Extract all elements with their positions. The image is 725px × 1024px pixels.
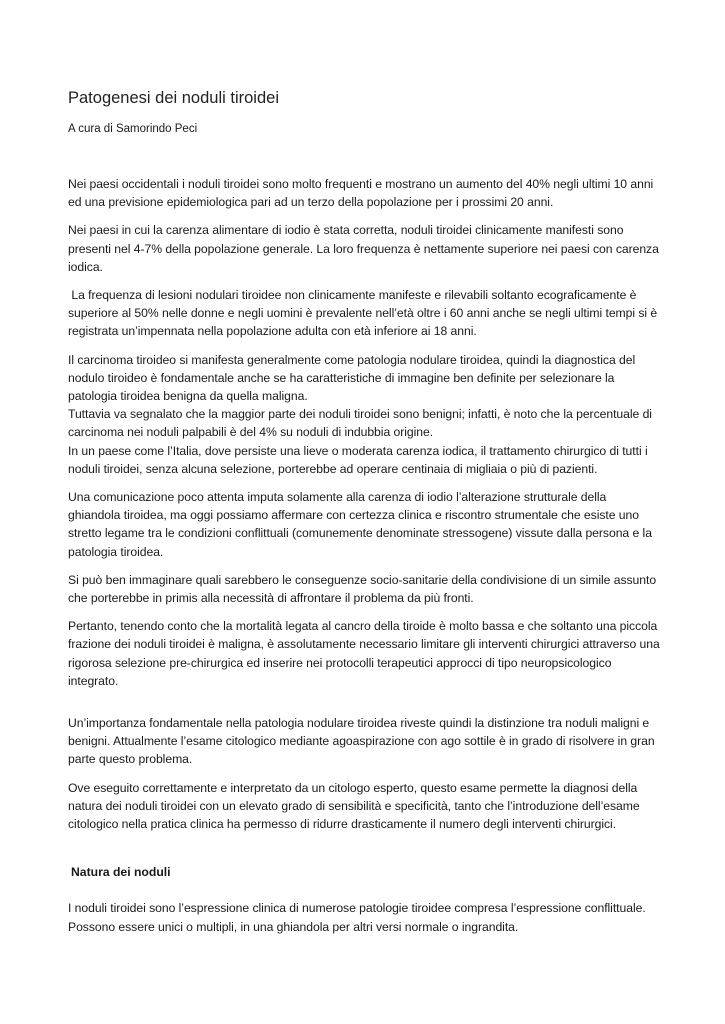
paragraph: Si può ben immaginare quali sarebbero le conseguenze socio-sanitarie della condivisione di un simile assunto che porterebbe in primis alla necessità di affrontare il problema da più fronti. (68, 572, 657, 606)
document-content (68, 88, 660, 946)
paragraph: Pertanto, tenendo conto che la mortalità legata al cancro della tiroide è molto bassa e che soltanto una piccola frazione dei noduli tiroidei è maligna, è assolutamente necessario limitare gli interventi chirurgici attraverso una rigorosa selezione pre-chirurgica ed inserire nei protocolli terapeutici approcci di tipo neuropsicologico integrato. (68, 619, 660, 688)
paragraph: I noduli tiroidei sono l’espressione clinica di numerose patologie tiroidee compresa l’espressione conflittuale. Possono essere unici o multipli, in una ghiandola per altri versi normale o ingrandita. (68, 901, 646, 934)
paragraph: Una comunicazione poco attenta imputa solamente alla carenza di iodio l’alterazione strutturale della ghiandola tiroidea, ma oggi possiamo affermare con certezza clinica e riscontro strumentale che esiste uno stretto legame tra le condizioni conflittuali (comunemente denominate stressogene) vissute dalla persona e la patologia tiroidea. (68, 490, 652, 559)
paragraph: Un’importanza fondamentale nella patologia nodulare tiroidea riveste quindi la distinzione tra noduli maligni e benigni. Attualmente l’esame citologico mediante agoaspirazione con ago sottile è in grado di risolvere in gran parte questo problema. (68, 716, 655, 767)
paragraph: Ove eseguito correttamente e interpretato da un citologo esperto, questo esame permette la diagnosi della natura dei noduli tiroidei con un elevato grado di sensibilità e specificità, tanto che l’introduzione dell’esame citologico nella pratica clinica ha permesso di ridurre drasticamente il numero degli interventi chirurgici. (68, 780, 640, 832)
paragraph: Nei paesi occidentali i noduli tiroidei sono molto frequenti e mostrano un aumento del 40% negli ultimi 10 anni ed una previsione epidemiologica pari ad un terzo della popolazione per i prossimi 20 anni. (68, 177, 654, 210)
paragraph-line: Tuttavia va segnalato che la maggior parte dei noduli tiroidei sono benigni; infatti, è noto che la percentuale di carcinoma nei noduli palpabili è del 4% su noduli di indubbia origine. (68, 407, 652, 440)
document-author: A cura di Samorindo Peci (68, 123, 198, 135)
paragraph-line: Il carcinoma tiroideo si manifesta generalmente come patologia nodulare tiroidea, quindi la diagnostica del nodulo tiroideo è fondamentale anche se ha caratteristiche di immagine ben definite per selezionare la patologia tiroidea benigna da quella maligna. (68, 352, 636, 404)
paragraph (68, 351, 660, 478)
section-heading: Natura dei noduli (71, 865, 171, 880)
paragraph: La frequenza di lesioni nodulari tiroidee non clinicamente manifeste e rilevabili soltanto ecograficamente è superiore al 50% nelle donne e negli uomini è prevalente nell’età oltre i 60 anni anche se negli ultimi tempi si è registrata un’impennata nella popolazione adulta con età inferiore ai 18 anni. (68, 288, 661, 339)
paragraph: Nei paesi in cui la carenza alimentare di iodio è stata corretta, noduli tiroidei clinicamente manifesti sono presenti nel 4-7% della popolazione generale. La loro frequenza è nettamente superiore nei paesi con carenza iodica. (68, 223, 659, 274)
paragraph-line: In un paese come l’Italia, dove persiste una lieve o moderata carenza iodica, il trattamento chirurgico di tutti i noduli tiroidei, senza alcuna selezione, porterebbe ad operare centinaia di migliaia o più di pazienti. (68, 443, 648, 476)
document-title: Patogenesi dei noduli tiroidei (68, 89, 279, 107)
